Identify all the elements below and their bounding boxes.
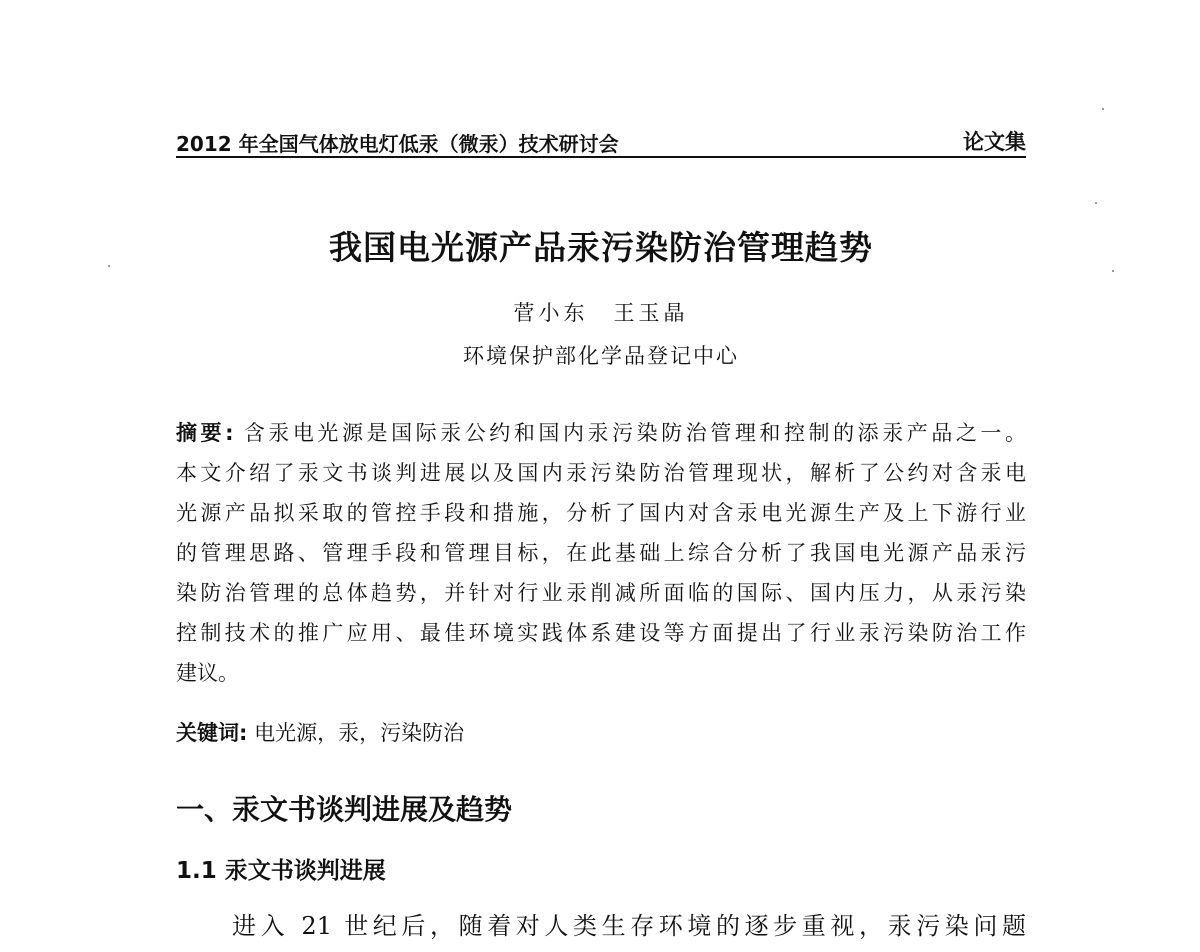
body-paragraph: 进入 21 世纪后，随着对人类生存环境的逐步重视，汞污染问题	[232, 912, 1026, 940]
abstract-line: 染防治管理的总体趋势，并针对行业汞削减所面临的国际、国内压力，从汞污染	[176, 581, 1026, 605]
abstract-line: 本文介绍了汞文书谈判进展以及国内汞污染防治管理现状，解析了公约对含汞电	[176, 461, 1026, 485]
keywords	[176, 713, 1026, 753]
abstract-label: 摘要:	[176, 421, 234, 445]
scan-speck	[1102, 108, 1104, 110]
abstract	[176, 413, 1026, 693]
running-header	[176, 122, 1026, 158]
scan-speck	[1095, 202, 1097, 204]
abstract-line	[176, 413, 1026, 453]
keywords-text: 电光源，汞，污染防治	[254, 721, 465, 745]
paper-affiliation: 环境保护部化学品登记中心	[463, 344, 739, 368]
subsection-heading: 1.1 汞文书谈判进展	[176, 858, 386, 884]
section-heading: 一、汞文书谈判进展及趋势	[176, 793, 513, 826]
paper-authors: 菅小东 王玉晶	[513, 301, 689, 325]
conference-name: 2012 年全国气体放电灯低汞（微汞）技术研讨会	[176, 132, 619, 156]
abstract-line: 光源产品拟采取的管控手段和措施，分析了国内对含汞电光源生产及上下游行业	[176, 501, 1026, 525]
scan-speck	[108, 265, 110, 267]
abstract-line: 控制技术的推广应用、最佳环境实践体系建设等方面提出了行业汞污染防治工作	[176, 621, 1026, 645]
abstract-line: 的管理思路、管理手段和管理目标，在此基础上综合分析了我国电光源产品汞污	[176, 541, 1026, 565]
abstract-line: 建议。	[176, 661, 239, 685]
paper-title: 我国电光源产品汞污染防治管理趋势	[329, 228, 873, 267]
collection-label: 论文集	[963, 130, 1026, 154]
scan-speck	[1112, 270, 1114, 272]
abstract-line-text: 含汞电光源是国际汞公约和国内汞污染防治管理和控制的添汞产品之一。	[243, 421, 1026, 445]
keywords-label: 关键词:	[176, 721, 248, 745]
